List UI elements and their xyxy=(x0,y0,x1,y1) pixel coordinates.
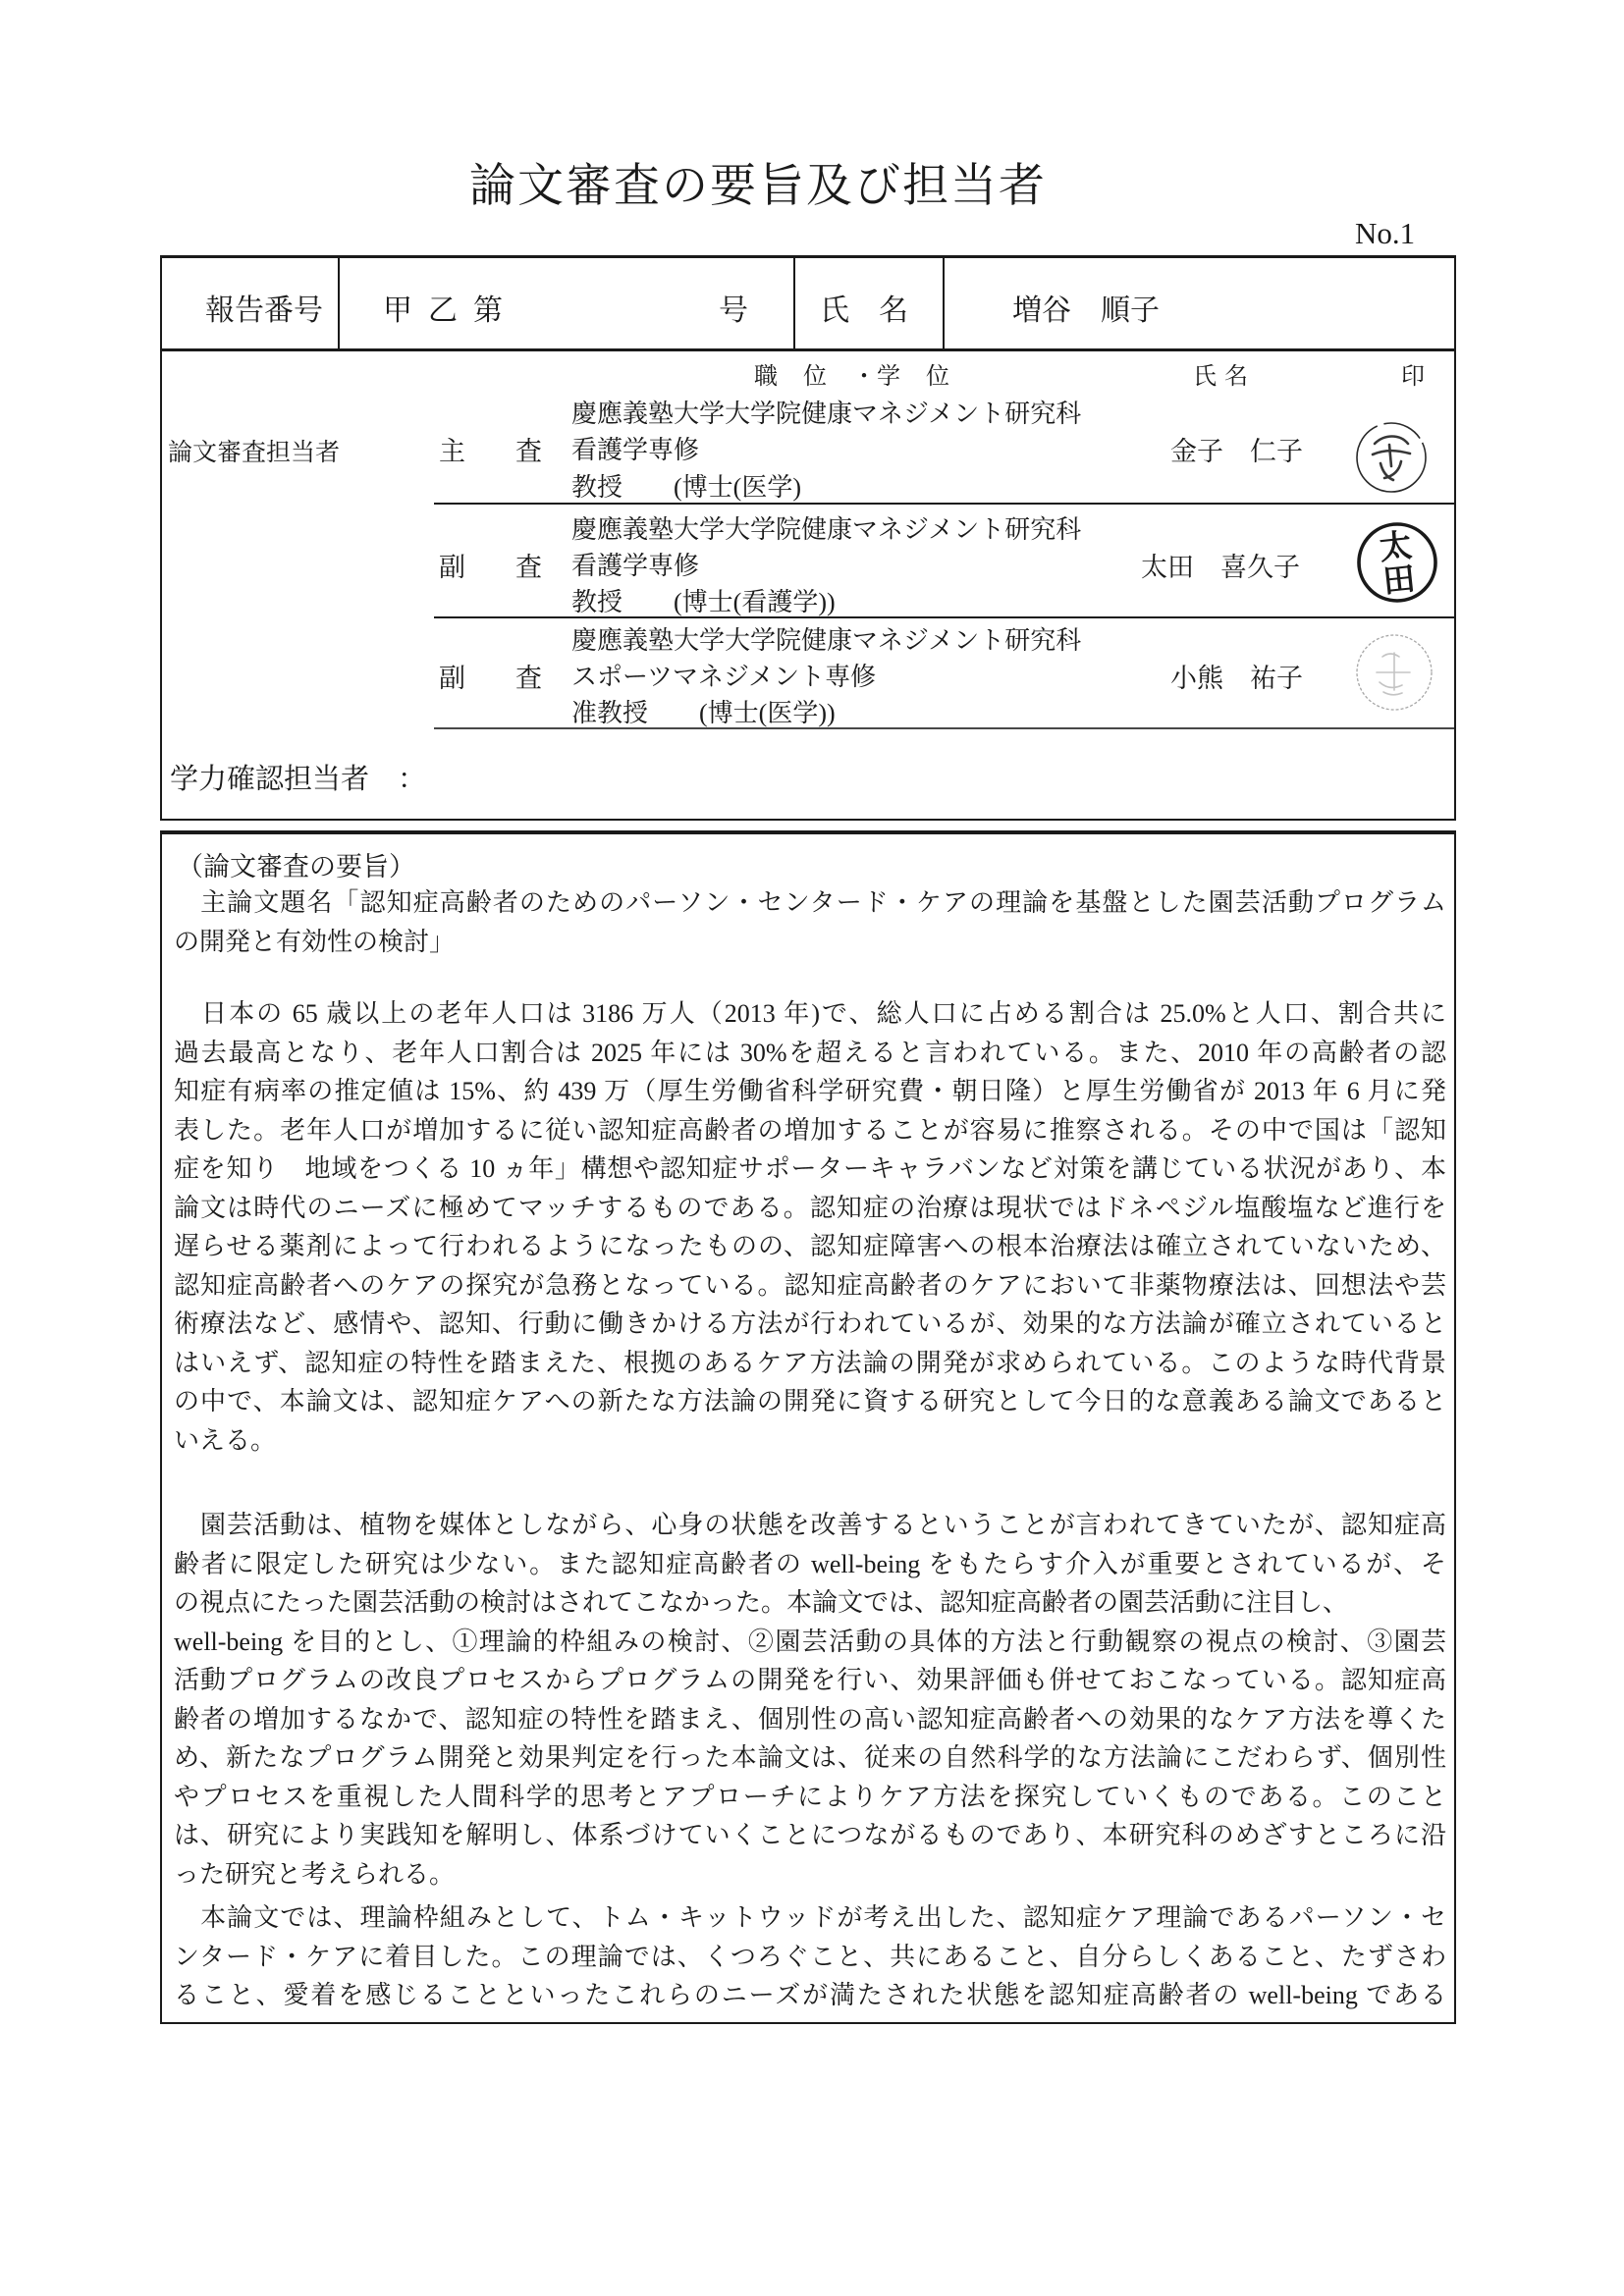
text-line: の視点にたった園芸活動の検討はされてこなかった。本論文では、認知症高齢者の園芸活動に注目し、 xyxy=(174,1588,1349,1617)
review-summary-box xyxy=(160,830,1456,2024)
examiner-title-degree: 教授 (博士(医学) xyxy=(571,473,801,502)
report-number-suffix: 号 xyxy=(719,294,748,327)
summary-paragraph-1 xyxy=(174,994,1446,1460)
examiner-name: 金子 仁子 xyxy=(1170,437,1303,466)
text-line: 表した。老年人口が増加するに従い認知症高齢者の増加することが容易に推察される。その中で国は「認知 xyxy=(174,1115,1446,1145)
row-divider xyxy=(434,503,1456,505)
text-line: 認知症高齢者へのケアの探究が急務となっている。認知症高齢者のケアにおいて非薬物療法は、回想法や芸 xyxy=(174,1270,1446,1300)
table-divider xyxy=(793,258,795,348)
examiner-name: 太田 喜久子 xyxy=(1141,553,1300,582)
table-divider xyxy=(943,258,945,348)
text-line: 活動プログラムの改良プロセスからプログラムの開発を行い、効果評価も併せておこなっている。認知症高 xyxy=(174,1666,1446,1694)
row-divider xyxy=(434,727,1456,729)
seal-char-bottom: 田 xyxy=(1380,561,1418,601)
text-line: 遅らせる薬剤によって行われるようになったものの、認知症障害への根本治療法は確立されていないため、 xyxy=(174,1232,1446,1260)
text-line: 本論文では、理論枠組みとして、トム・キットウッドが考え出した、認知症ケア理論であるパーソン・セ xyxy=(174,1903,1446,1932)
text-line: の開発と有効性の検討」 xyxy=(174,927,456,956)
text-line: はいえず、認知症の特性を踏まえた、根拠のあるケア方法論の開発が求められている。このような時代背景 xyxy=(174,1348,1446,1377)
summary-paragraph-3 xyxy=(174,1898,1446,2015)
text-line: 過去最高となり、老年人口割合は 2025 年には 30%を超えると言われている。また、2010 年の高齢者の認 xyxy=(174,1038,1446,1067)
report-number-label: 報告番号 xyxy=(205,294,323,327)
examiners-label: 論文審査担当者 xyxy=(168,440,341,466)
examiner-title-degree: 教授 (博士(看護学)) xyxy=(571,588,836,616)
examiner-role: 副 査 xyxy=(439,553,554,582)
reviewer-table xyxy=(160,255,1456,821)
text-line: 術療法など、感情や、認知、行動に働きかける方法が行われているが、効果的な方法論が確立されていると xyxy=(174,1309,1446,1338)
text-line: 日本の 65 歳以上の老年人口は 3186 万人（2013 年)で、総人口に占める割合は 25.0%と人口、割合共に xyxy=(174,999,1446,1028)
examiner-role: 副 査 xyxy=(439,664,554,693)
page-number: No.1 xyxy=(1355,216,1416,250)
text-line: った研究と考えられる。 xyxy=(174,1859,456,1889)
seal-char-top: 太 xyxy=(1378,528,1414,567)
examiner-title-degree: 准教授 (博士(医学)) xyxy=(571,699,836,727)
text-line: well-being を目的とし、①理論的枠組みの検討、②園芸活動の具体的方法と行動観察の視点の検討、③園芸 xyxy=(174,1627,1446,1656)
text-line: ンタード・ケアに着目した。この理論では、くつろぐこと、共にあること、自分らしくあること、たずさわ xyxy=(174,1942,1446,1971)
examiner-affiliation: 慶應義塾大学大学院健康マネジメント研究科 xyxy=(571,400,1082,428)
column-header-name: 氏 名 xyxy=(1193,364,1249,390)
column-header-seal: 印 xyxy=(1401,364,1426,390)
examiner-program: 看護学専修 xyxy=(571,552,700,580)
text-line: やプロセスを重視した人間科学的思考とアプローチによりケア方法を探究していくものである。このこと xyxy=(174,1782,1446,1811)
text-line: 論文は時代のニーズに極めてマッチするものである。認知症の治療は現状ではドネペジル塩酸塩など進行を xyxy=(174,1193,1446,1222)
text-line: 齢者に限定した研究は少ない。また認知症高齢者の well-being をもたらす介入が重要とされているが、そ xyxy=(174,1549,1446,1578)
examiner-program: 看護学専修 xyxy=(571,436,700,464)
text-line: いえる。 xyxy=(174,1425,277,1455)
candidate-name: 増谷 順子 xyxy=(1012,294,1160,327)
thesis-title xyxy=(174,883,1446,961)
text-line: 知症有病率の推定値は 15%、約 439 万（厚生労働省科学研究費・朝日隆）と厚生労働省が 2013 年 6 月に発 xyxy=(174,1077,1446,1105)
hanko-seal-ota xyxy=(1355,520,1439,605)
text-line: は、研究により実践知を解明し、体系づけていくことにつながるものであり、本研究科のめざすところに沿 xyxy=(174,1821,1446,1849)
hanko-seal-cursive xyxy=(1354,420,1429,495)
summary-paragraph-2 xyxy=(174,1506,1446,1894)
text-line: め、新たなプログラム開発と効果判定を行った本論文は、従来の自然科学的な方法論にこだわらず、個別性 xyxy=(174,1743,1446,1772)
text-line: 齢者の増加するなかで、認知症の特性を踏まえ、個別性の高い認知症高齢者への効果的なケア方法を導くた xyxy=(174,1704,1446,1734)
examiner-affiliation: 慶應義塾大学大学院健康マネジメント研究科 xyxy=(571,515,1082,544)
examiner-affiliation: 慶應義塾大学大学院健康マネジメント研究科 xyxy=(571,626,1082,655)
academic-check-label: 学力確認担当者 ： xyxy=(170,764,427,795)
column-header-position-degree: 職 位 ・学 位 xyxy=(754,364,950,390)
examiner-name: 小熊 祐子 xyxy=(1170,664,1303,693)
text-line: 園芸活動は、植物を媒体としながら、心身の状態を改善するということが言われてきていたが、認知症高 xyxy=(174,1511,1446,1539)
text-line: 主論文題名「認知症高齢者のためのパーソン・センタード・ケアの理論を基盤とした園芸活動プログラム xyxy=(174,888,1446,917)
table-divider xyxy=(162,348,1454,351)
text-line: ること、愛着を感じることといったこれらのニーズが満たされた状態を認知症高齢者の well-being である xyxy=(174,1981,1446,2009)
page-title: 論文審査の要旨及び担当者 xyxy=(469,161,1047,212)
examiner-program: スポーツマネジメント専修 xyxy=(571,663,877,691)
report-number-prefix: 甲 乙 第 xyxy=(383,294,496,327)
text-line: 症を知り 地域をつくる 10 ヵ年」構想や認知症サポーターキャラバンなど対策を講じている状況があり、本 xyxy=(174,1154,1446,1183)
summary-section-heading: （論文審査の要旨） xyxy=(177,852,415,881)
text-line: の中で、本論文は、認知症ケアへの新たな方法論の開発に資する研究として今日的な意義ある論文であると xyxy=(174,1387,1446,1415)
name-label: 氏 名 xyxy=(820,294,908,327)
examiner-role: 主 査 xyxy=(439,437,554,466)
row-divider xyxy=(434,616,1456,618)
hanko-seal-faint xyxy=(1353,631,1435,714)
